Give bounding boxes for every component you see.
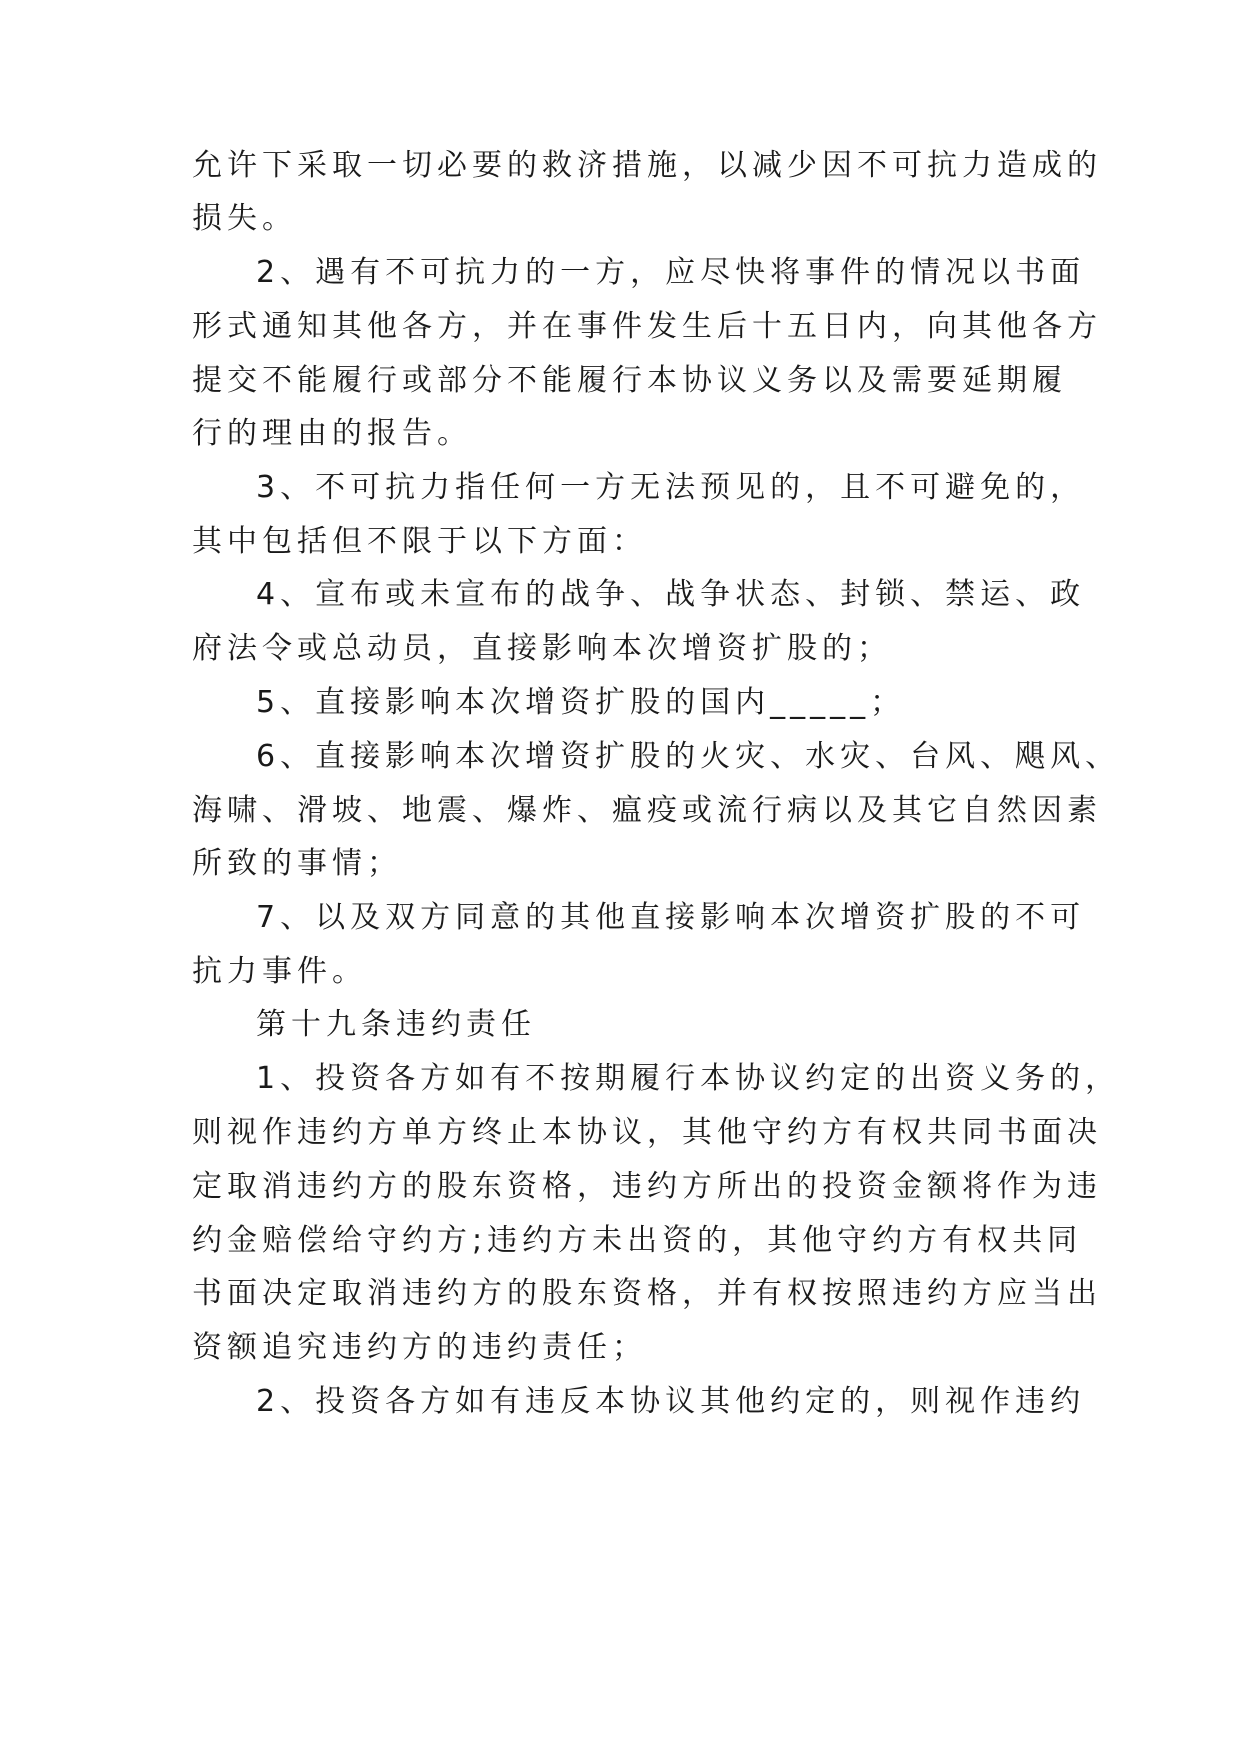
text-line: 6、直接影响本次增资扩股的火灾、水灾、台风、飓风、 bbox=[256, 739, 1121, 774]
text-line: 定取消违约方的股东资格，违约方所出的投资金额将作为违 bbox=[192, 1169, 1102, 1204]
text-line: 2、投资各方如有违反本协议其他约定的，则视作违约 bbox=[256, 1384, 1086, 1419]
text-line: 则视作违约方单方终止本协议，其他守约方有权共同书面决 bbox=[192, 1115, 1102, 1150]
text-line: 4、宣布或未宣布的战争、战争状态、封锁、禁运、政 bbox=[256, 577, 1086, 612]
section-heading: 第十九条违约责任 bbox=[256, 1007, 536, 1042]
text-line: 1、投资各方如有不按期履行本协议约定的出资义务的， bbox=[256, 1061, 1121, 1096]
text-line: 约金赔偿给守约方;违约方未出资的，其他守约方有权共同 bbox=[192, 1223, 1083, 1258]
text-line: 抗力事件。 bbox=[192, 954, 367, 989]
text-line: 行的理由的报告。 bbox=[192, 416, 472, 451]
text-line: 形式通知其他各方，并在事件发生后十五日内，向其他各方 bbox=[192, 309, 1102, 344]
text-line: 资额追究违约方的违约责任； bbox=[192, 1330, 647, 1365]
text-line: 2、遇有不可抗力的一方，应尽快将事件的情况以书面 bbox=[256, 255, 1086, 290]
text-line: 提交不能履行或部分不能履行本协议义务以及需要延期履 bbox=[192, 363, 1067, 398]
text-line: 海啸、滑坡、地震、爆炸、瘟疫或流行病以及其它自然因素 bbox=[192, 793, 1102, 828]
text-line: 7、以及双方同意的其他直接影响本次增资扩股的不可 bbox=[256, 900, 1086, 935]
text-line: 3、不可抗力指任何一方无法预见的，且不可避免的， bbox=[256, 470, 1086, 505]
text-line: 所致的事情； bbox=[192, 846, 402, 881]
text-line: 损失。 bbox=[192, 201, 297, 236]
text-line: 5、直接影响本次增资扩股的国内_____； bbox=[256, 685, 906, 720]
text-line: 书面决定取消违约方的股东资格，并有权按照违约方应当出 bbox=[192, 1276, 1102, 1311]
text-line: 允许下采取一切必要的救济措施，以减少因不可抗力造成的 bbox=[192, 148, 1102, 183]
text-line: 府法令或总动员，直接影响本次增资扩股的； bbox=[192, 631, 892, 666]
text-line: 其中包括但不限于以下方面： bbox=[192, 524, 647, 559]
